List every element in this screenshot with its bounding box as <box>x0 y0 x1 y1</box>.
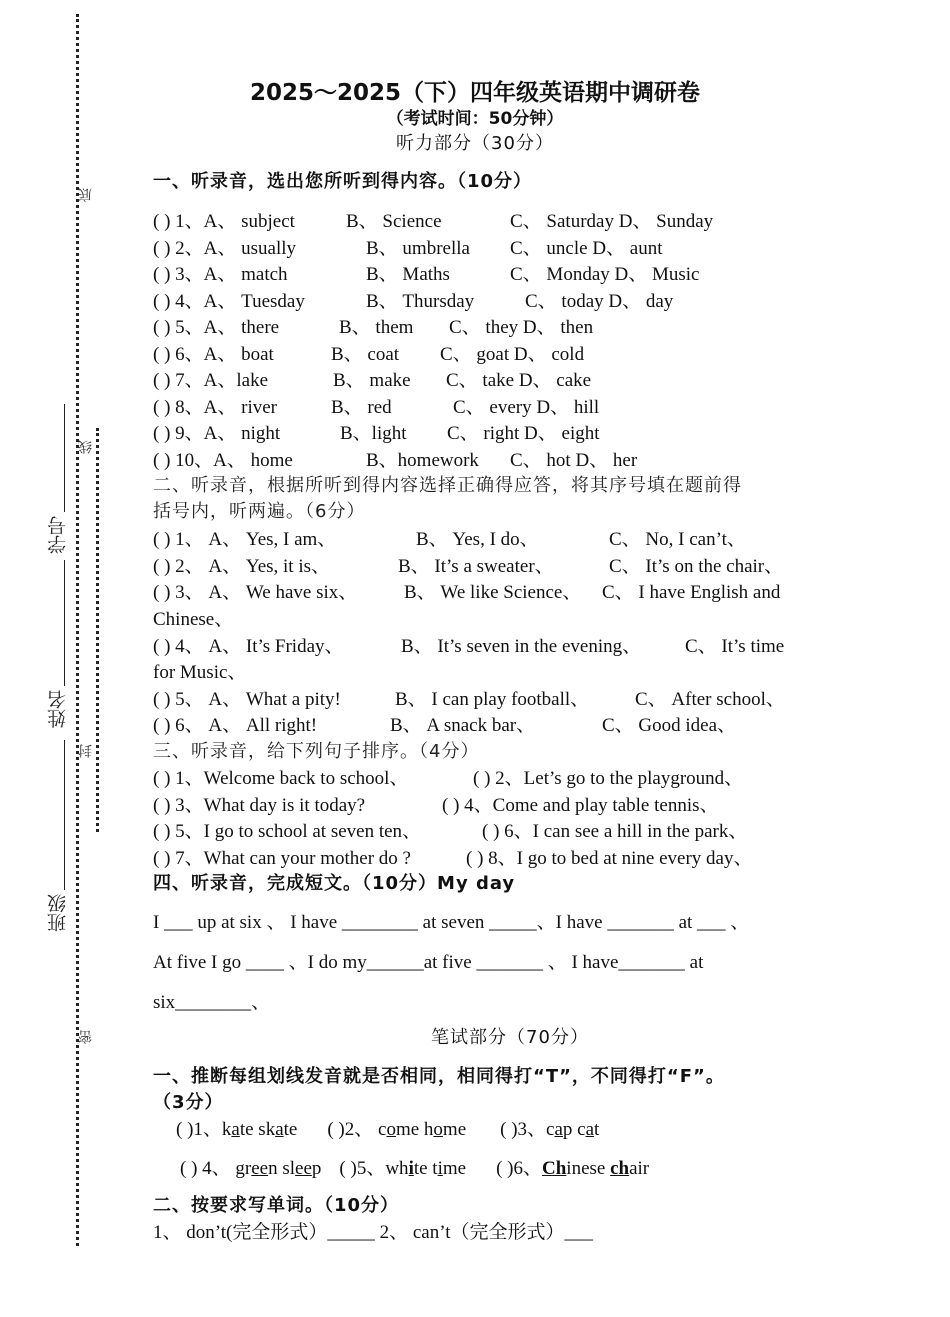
field-label-student-id: 学号 <box>47 516 69 554</box>
s1-q6-cd: C、 goat D、 cold <box>440 344 585 365</box>
margin-label-line: 线 <box>78 440 94 454</box>
section-2-heading-1: 二、听录音，根据所听到得内容选择正确得应答，将其序号填在题前得 <box>153 475 742 496</box>
s3-q1[interactable]: ( ) 1、Welcome back to school、 <box>153 768 409 789</box>
s1-q4-b: B、 Thursday <box>366 291 475 312</box>
s1-q4-a[interactable]: ( ) 4、A、 Tuesday <box>153 291 305 312</box>
written-section-1-heading-2: （3分） <box>153 1092 224 1113</box>
s1-q10-cd: C、 hot D、 her <box>510 450 638 471</box>
name-blank[interactable] <box>64 560 65 686</box>
s1-q1-a[interactable]: ( ) 1、A、 subject <box>153 211 295 232</box>
binding-dotted-line-inner <box>96 428 99 832</box>
section-4-heading: 四、听录音，完成短文。（10分）My day <box>153 873 516 894</box>
written-section-1-heading-1: 一、推断每组划线发音就是否相同，相同得打“T”，不同得打“F”。 <box>153 1066 725 1087</box>
s1-q2-cd: C、 uncle D、 aunt <box>510 238 663 259</box>
s1-q9-b: B、light <box>340 423 407 444</box>
s3-q2[interactable]: ( ) 2、Let’s go to the playground、 <box>473 768 744 789</box>
s2-q3-b: B、 We like Science、 <box>404 582 582 603</box>
section-2-heading-2: 括号内，听两遍。（6分） <box>153 501 366 522</box>
s1-q3-cd: C、 Monday D、 Music <box>510 264 700 285</box>
pronunciation-row-1[interactable]: ( )1、kate skate ( )2、 come home ( )3、cap cat <box>176 1119 600 1140</box>
s3-q3[interactable]: ( ) 3、What day is it today? <box>153 795 366 816</box>
field-label-class: 班级 <box>47 894 69 932</box>
cloze-line-3[interactable]: six________、 <box>153 992 271 1013</box>
s2-q1-c: C、 No, I can’t、 <box>609 529 746 550</box>
s2-q3-continued: Chinese、 <box>153 609 234 630</box>
exam-title: 2025～2025（下）四年级英语期中调研卷 <box>249 80 701 106</box>
s1-q4-cd: C、 today D、 day <box>525 291 674 312</box>
s1-q7-cd: C、 take D、 cake <box>446 370 592 391</box>
s1-q8-a[interactable]: ( ) 8、A、 river <box>153 397 277 418</box>
s2-q5-a[interactable]: ( ) 5、 A、 What a pity! <box>153 689 341 710</box>
s2-q2-a[interactable]: ( ) 2、 A、 Yes, it is、 <box>153 556 331 577</box>
s2-q6-c: C、 Good idea、 <box>602 715 737 736</box>
s1-q1-b: B、 Science <box>346 211 442 232</box>
s3-q4[interactable]: ( ) 4、Come and play table tennis、 <box>442 795 719 816</box>
s1-q8-b: B、 red <box>331 397 392 418</box>
s3-q6[interactable]: ( ) 6、I can see a hill in the park、 <box>482 821 748 842</box>
s1-q10-a[interactable]: ( ) 10、A、 home <box>153 450 293 471</box>
s1-q9-cd: C、 right D、 eight <box>447 423 600 444</box>
class-blank[interactable] <box>64 740 65 890</box>
section-3-heading: 三、听录音，给下列句子排序。（4分） <box>153 741 480 762</box>
s1-q2-a[interactable]: ( ) 2、A、 usually <box>153 238 297 259</box>
s1-q5-cd: C、 they D、 then <box>449 317 594 338</box>
cloze-line-1[interactable]: I ___ up at six 、 I have ________ at seven _____、I have _______ at ___ 、 <box>153 912 750 933</box>
exam-time: （考试时间：50分钟） <box>386 109 564 129</box>
s3-q5[interactable]: ( ) 5、I go to school at seven ten、 <box>153 821 422 842</box>
s1-q7-b: B、 make <box>333 370 411 391</box>
pronunciation-row-2[interactable]: ( ) 4、 green sleep ( )5、white time ( )6、Chinese chair <box>180 1158 650 1179</box>
listening-part-heading: 听力部分（30分） <box>396 133 554 154</box>
margin-label-bottom: 底 <box>78 188 94 202</box>
s1-q7-a[interactable]: ( ) 7、A、lake <box>153 370 269 391</box>
s2-q3-a[interactable]: ( ) 3、 A、 We have six、 <box>153 582 358 603</box>
s2-q5-c: C、 After school、 <box>635 689 785 710</box>
s1-q9-a[interactable]: ( ) 9、A、 night <box>153 423 281 444</box>
s1-q1-cd: C、 Saturday D、 Sunday <box>510 211 714 232</box>
section-1-heading: 一、听录音，选出您所听到得内容。（10分） <box>153 171 533 192</box>
s2-q6-a[interactable]: ( ) 6、 A、 All right! <box>153 715 318 736</box>
margin-label-seal: 封 <box>78 744 94 758</box>
s2-q1-b: B、 Yes, I do、 <box>416 529 539 550</box>
margin-label-secret: 密 <box>78 1030 94 1044</box>
s2-q1-a[interactable]: ( ) 1、 A、 Yes, I am、 <box>153 529 337 550</box>
s2-q6-b: B、 A snack bar、 <box>390 715 536 736</box>
s1-q2-b: B、 umbrella <box>366 238 470 259</box>
s1-q8-cd: C、 every D、 hill <box>453 397 600 418</box>
s2-q4-a[interactable]: ( ) 4、 A、 It’s Friday、 <box>153 636 344 657</box>
s2-q4-c: C、 It’s time <box>685 636 785 657</box>
s2-q4-continued: for Music、 <box>153 662 247 683</box>
student-id-blank[interactable] <box>64 404 65 512</box>
s2-q5-b: B、 I can play football、 <box>395 689 590 710</box>
written-part-heading: 笔试部分（70分） <box>431 1027 589 1048</box>
s1-q5-a[interactable]: ( ) 5、A、 there <box>153 317 280 338</box>
cloze-line-2[interactable]: At five I go ____ 、I do my______at five _______ 、 I have_______ at <box>153 952 704 973</box>
written-section-2-line-1[interactable]: 1、 don’t(完全形式）_____ 2、 can’t（完全形式）___ <box>153 1222 593 1243</box>
s1-q6-a[interactable]: ( ) 6、A、 boat <box>153 344 274 365</box>
s1-q5-b: B、 them <box>339 317 414 338</box>
s1-q10-b: B、homework <box>366 450 479 471</box>
s3-q8[interactable]: ( ) 8、I go to bed at nine every day、 <box>466 848 753 869</box>
s2-q2-c: C、 It’s on the chair、 <box>609 556 784 577</box>
field-label-name: 姓名 <box>47 690 69 728</box>
s1-q3-b: B、 Maths <box>366 264 450 285</box>
s2-q2-b: B、 It’s a sweater、 <box>398 556 554 577</box>
s2-q3-c: C、 I have English and <box>602 582 781 603</box>
s2-q4-b: B、 It’s seven in the evening、 <box>401 636 642 657</box>
written-section-2-heading: 二、按要求写单词。（10分） <box>153 1195 400 1216</box>
s3-q7[interactable]: ( ) 7、What can your mother do ? <box>153 848 411 869</box>
s1-q6-b: B、 coat <box>331 344 400 365</box>
s1-q3-a[interactable]: ( ) 3、A、 match <box>153 264 288 285</box>
